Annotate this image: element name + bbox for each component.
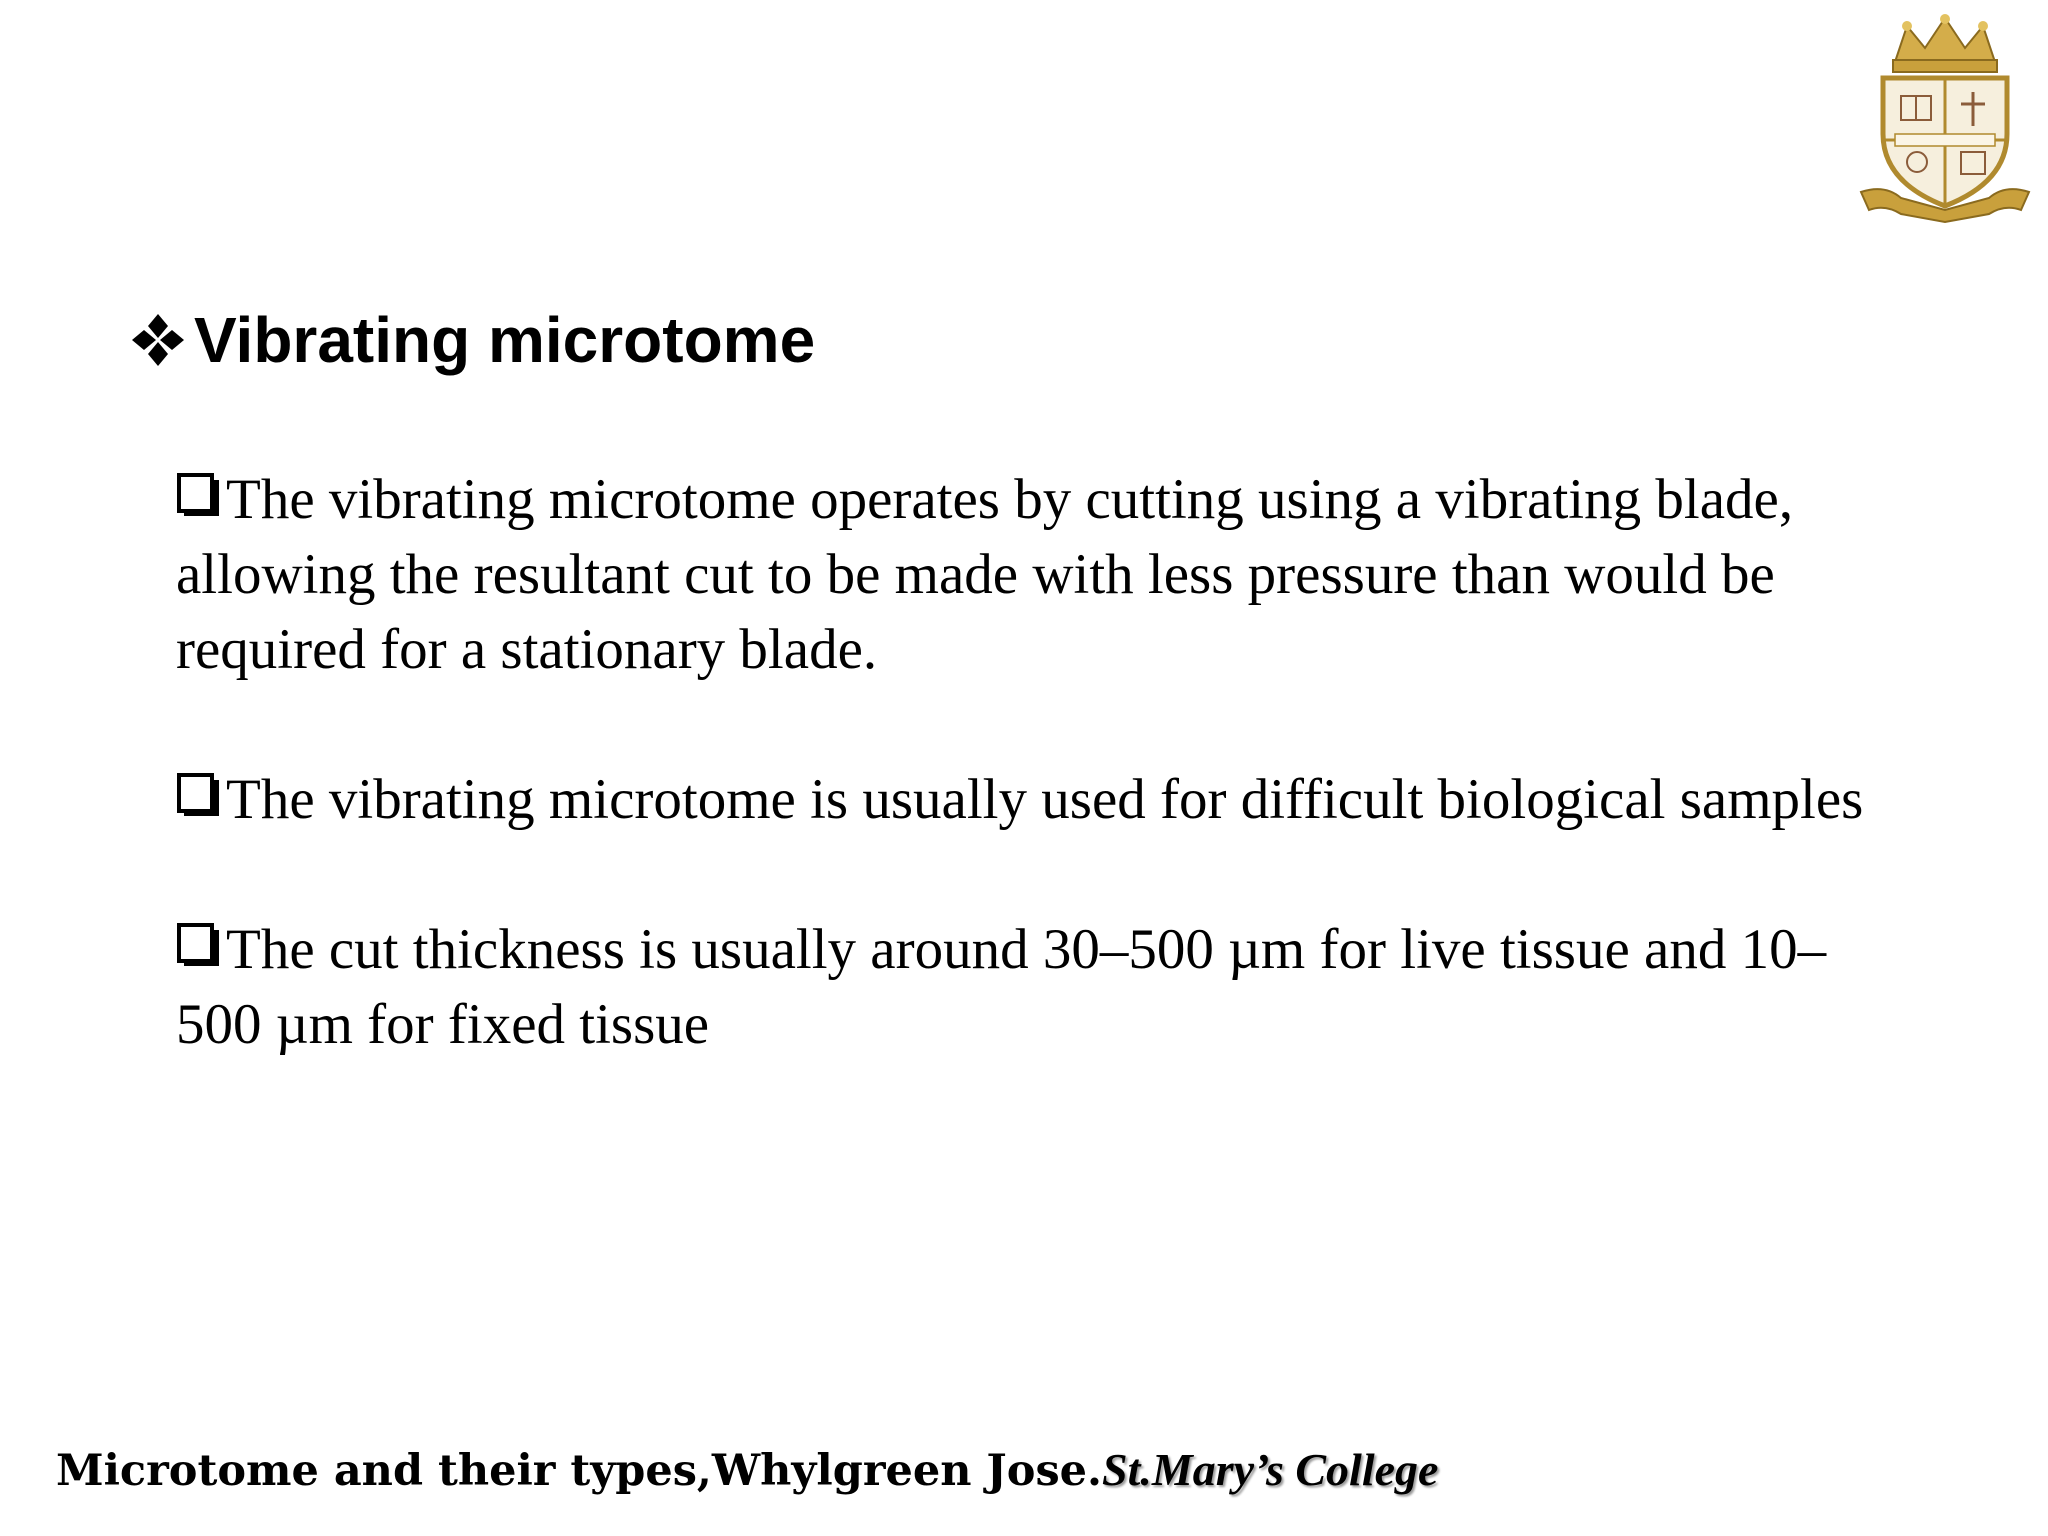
- heading-text: Vibrating microtome: [194, 304, 816, 376]
- hollow-square-bullet-icon: [176, 470, 222, 520]
- list-item: [176, 462, 1876, 687]
- bullet-list: [176, 462, 1876, 1137]
- list-item: [176, 762, 1876, 837]
- hollow-square-bullet-icon: [176, 770, 222, 820]
- footer-text: Microtome and their types,Whylgreen Jose.: [56, 1446, 1102, 1496]
- four-diamond-bullet-icon: [128, 310, 188, 370]
- college-crest-icon: [1855, 14, 2035, 224]
- hollow-square-bullet-icon: [176, 920, 222, 970]
- footer-college-name: St.Mary’s College: [1101, 1444, 1439, 1495]
- list-item: [176, 912, 1876, 1062]
- bullet-text: The vibrating microtome operates by cutting using a vibrating blade, allowing the resultant cut to be made with less pressure than would be required for a stationary blade.: [176, 468, 1794, 681]
- slide-footer: [56, 1440, 1438, 1501]
- slide-heading: [128, 300, 815, 380]
- bullet-text: The vibrating microtome is usually used for difficult biological samples: [226, 768, 1864, 831]
- bullet-text: The cut thickness is usually around 30–500 µm for live tissue and 10–500 µm for fixed tissue: [176, 918, 1827, 1056]
